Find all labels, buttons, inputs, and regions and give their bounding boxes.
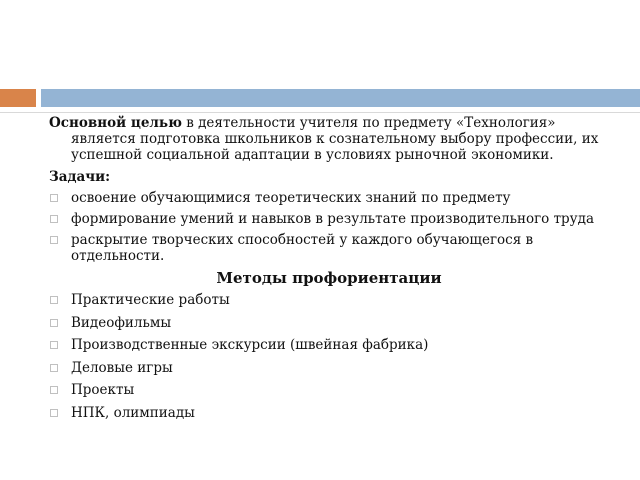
header-decoration-bar [0,89,640,107]
square-bullet-icon [50,296,58,304]
method-text: Практические работы [71,292,230,308]
method-text: Производственные экскурсии (швейная фабрика) [71,337,429,354]
orange-accent-block [0,89,36,107]
square-bullet-icon [50,364,58,372]
square-bullet-icon [50,319,58,327]
methods-list [49,292,609,421]
task-text: освоение обучающимися теоретических знаний по предмету [71,190,511,206]
task-text: формирование умений и навыков в результате производительного труда [71,211,594,227]
square-bullet-icon [50,215,58,223]
list-item [49,360,609,376]
square-bullet-icon [50,386,58,394]
methods-title: Методы профориентации [216,269,442,287]
list-item [49,337,609,353]
method-text: НПК, олимпиады [71,404,195,421]
square-bullet-icon [50,236,58,244]
tasks-label: Задачи: [49,169,111,185]
goal-text: в деятельности учителя по предмету «Технология» является подготовка школьников к сознательному выбору профессии, их успешной социальной адаптации в условиях рыночной экономики. [71,115,599,163]
header-divider [0,112,640,113]
slide-content [49,115,609,428]
list-item [49,190,609,206]
list-item [49,292,609,308]
method-text: Проекты [71,382,135,399]
blue-accent-bar [41,89,640,107]
task-text: раскрытие творческих способностей у каждого обучающегося в отдельности. [71,232,534,264]
goal-paragraph [49,115,609,163]
square-bullet-icon [50,194,58,202]
list-item [49,382,609,398]
square-bullet-icon [50,409,58,417]
method-text: Деловые игры [71,359,173,376]
method-text: Видеофильмы [71,314,172,331]
list-item [49,405,609,421]
square-bullet-icon [50,341,58,349]
list-item [49,232,609,264]
goal-lead: Основной целью [49,115,182,131]
tasks-list [49,190,609,264]
list-item [49,315,609,331]
list-item [49,211,609,227]
